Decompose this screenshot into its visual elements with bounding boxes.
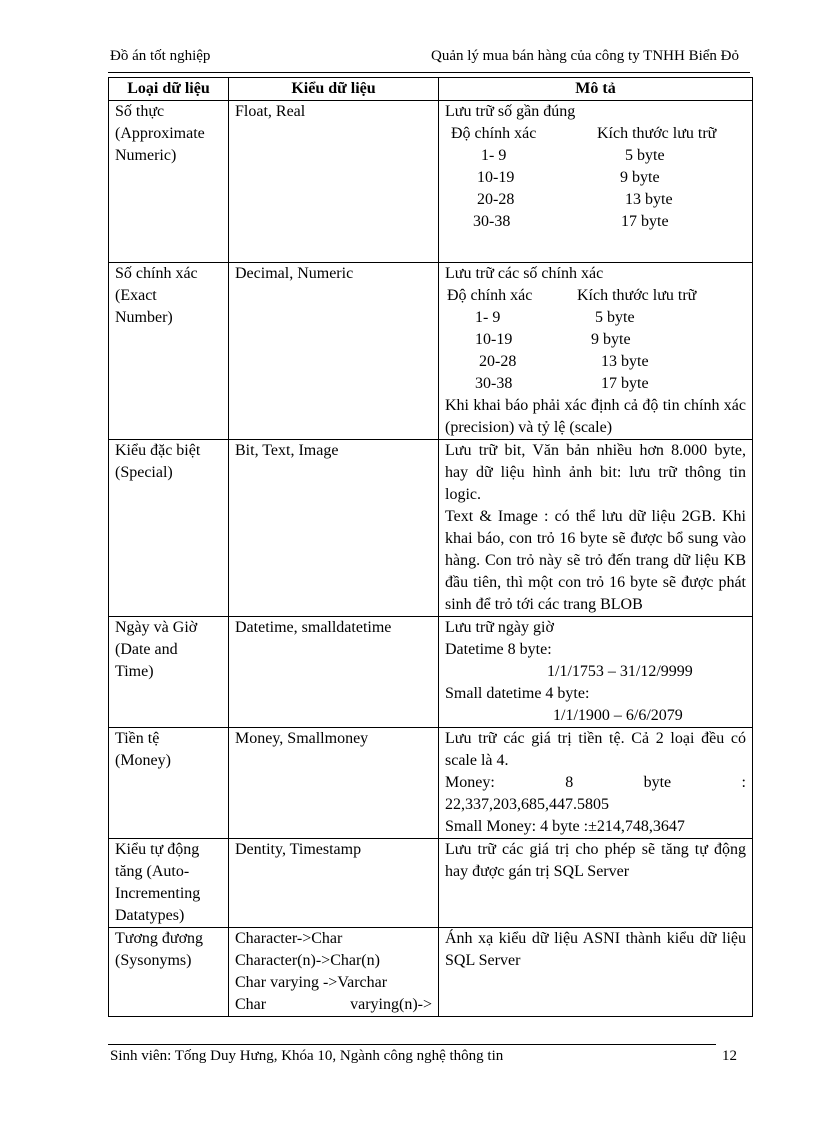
description-cell: Lưu trữ số gần đúng Độ chính xác Kích thước lưu trữ 1- 9 5 byte 10-19 9 byte 20-28 13 byte 30-38 17 byte — [439, 101, 753, 263]
description-cell: Ánh xạ kiểu dữ liệu ASNI thành kiểu dữ liệu SQL Server — [439, 928, 753, 1017]
data-types-table — [108, 77, 753, 1017]
table-row — [109, 101, 753, 263]
description-cell: Lưu trữ bit, Văn bản nhiều hơn 8.000 byte, hay dữ liệu hình ảnh bit: lưu trữ thông tin logic. Text & Image : có thể lưu dữ liệu 2GB. Khi khai báo, con trỏ 16 byte sẽ được bổ sung vào hàng. Con trỏ này sẽ trỏ đến trang dữ liệu KB đầu tiên, thì một con trỏ 16 byte sẽ được phát sinh để trỏ tới các trang BLOB — [439, 440, 753, 617]
table-row — [109, 839, 753, 928]
type-cell: Tiền tệ (Money) — [109, 728, 229, 839]
table-row — [109, 617, 753, 728]
description-cell: Lưu trữ các số chính xác Độ chính xác Kích thước lưu trữ 1- 9 5 byte 10-19 9 byte 20-28 13 byte 30-38 17 byte Khi khai báo phải xác định cả độ tin chính xác (precision) và tỷ lệ (scale) — [439, 263, 753, 440]
table-row — [109, 928, 753, 1017]
type-cell: Kiểu đặc biệt (Special) — [109, 440, 229, 617]
kind-cell: Bit, Text, Image — [229, 440, 439, 617]
type-cell: Kiểu tự động tăng (Auto- Incrementing Datatypes) — [109, 839, 229, 928]
type-cell: Ngày và Giờ (Date and Time) — [109, 617, 229, 728]
column-header-description: Mô tả — [439, 78, 753, 101]
header-left-title: Đồ án tốt nghiệp — [110, 48, 211, 64]
type-cell: Số chính xác (Exact Number) — [109, 263, 229, 440]
column-header-kind: Kiểu dữ liệu — [229, 78, 439, 101]
page-number: 12 — [722, 1048, 737, 1064]
header-right-title: Quản lý mua bán hàng của công ty TNHH Biển Đỏ — [431, 48, 739, 64]
column-header-type: Loại dữ liệu — [109, 78, 229, 101]
kind-cell: Float, Real — [229, 101, 439, 263]
table-row — [109, 263, 753, 440]
kind-cell: Dentity, Timestamp — [229, 839, 439, 928]
type-cell: Tương đương (Sysonyms) — [109, 928, 229, 1017]
footer-student-info: Sinh viên: Tống Duy Hưng, Khóa 10, Ngành công nghệ thông tin — [110, 1048, 504, 1064]
header-rule — [108, 72, 750, 73]
kind-cell: Decimal, Numeric — [229, 263, 439, 440]
footer-rule — [108, 1044, 716, 1045]
description-cell: Lưu trữ các giá trị tiền tệ. Cả 2 loại đều có scale là 4. Money: 8 byte : 22,337,203,685,447.5805 Small Money: 4 byte :±214,748,3647 — [439, 728, 753, 839]
kind-cell: Character->Char Character(n)->Char(n) Char varying ->Varchar Char varying(n)-> — [229, 928, 439, 1017]
description-cell: Lưu trữ các giá trị cho phép sẽ tăng tự động hay được gán trị SQL Server — [439, 839, 753, 928]
kind-cell: Datetime, smalldatetime — [229, 617, 439, 728]
table-header-row — [109, 78, 753, 101]
description-cell: Lưu trữ ngày giờ Datetime 8 byte: 1/1/1753 – 31/12/9999 Small datetime 4 byte: 1/1/1900 – 6/6/2079 — [439, 617, 753, 728]
type-cell: Số thực (Approximate Numeric) — [109, 101, 229, 263]
table-row — [109, 440, 753, 617]
table-row — [109, 728, 753, 839]
kind-cell: Money, Smallmoney — [229, 728, 439, 839]
